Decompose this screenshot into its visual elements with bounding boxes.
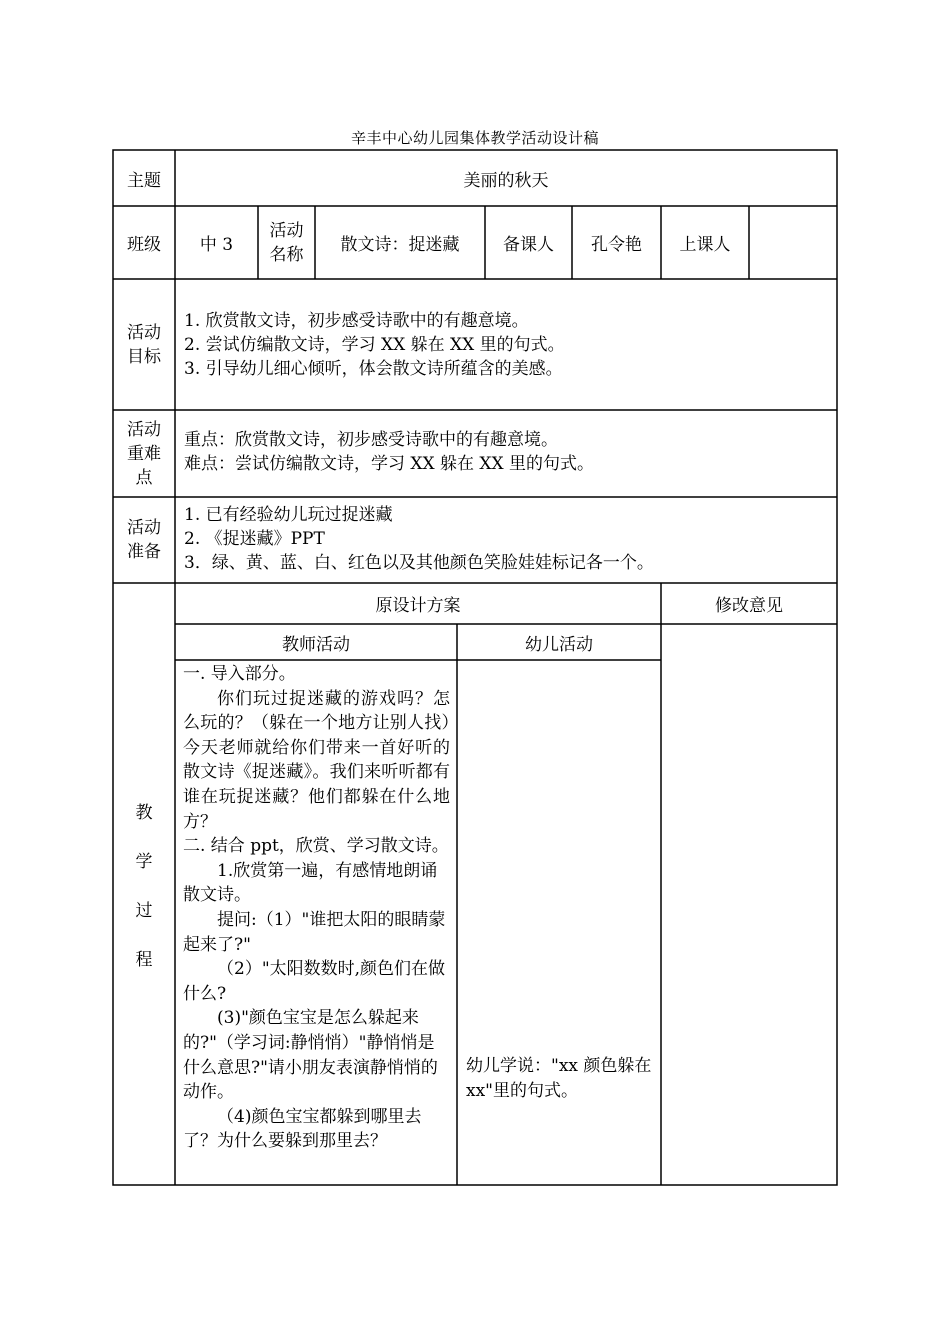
teacher-label: 上课人 [679,235,731,255]
preparer-label: 备课人 [503,235,554,255]
goal-item: 2. 尝试仿编散文诗，学习 XX 躲在 XX 里的句式。 [184,335,565,355]
activity-name-label: 活动 名称 [269,220,304,265]
teacher-activity-content [183,662,450,1182]
paragraph: 1.欣赏第一遍，有感情地朗诵散文诗。 [183,860,438,906]
preparation-item: 2. 《捉迷藏》PPT [184,529,325,549]
activity-name-value: 散文诗：捉迷藏 [340,235,460,255]
goals-label: 活动 目标 [127,322,161,367]
key-points-content [184,428,824,484]
revision-content [668,632,830,1172]
key-points-label: 活动 重难 点 [127,419,161,488]
preparation-item: 3．绿、黄、蓝、白、红色以及其他颜色笑脸娃娃标记各一个。 [184,553,654,573]
teacher-value [749,206,837,279]
preparer-value: 孔令艳 [591,235,642,255]
child-activity-content: 幼儿学说："xx 颜色躲在 xx"里的句式。 [466,1056,652,1101]
paragraph: (3)"颜色宝宝是怎么躲起来的?"（学习词:静悄悄）"静悄悄是什么意思?"请小朋友表演静悄悄的动作。 [183,1008,438,1103]
paragraph: （2）"太阳数数时,颜色们在做什么? [183,959,446,1004]
theme-label: 主题 [127,170,161,191]
process-label: 教 学 过 程 [135,803,153,970]
preparation-list [184,503,829,579]
original-plan-header: 原设计方案 [375,596,461,616]
preparation-item: 1. 已有经验幼儿玩过捉迷藏 [184,505,393,525]
paragraph: （4)颜色宝宝都躲到哪里去了？为什么要躲到那里去？ [183,1106,422,1152]
goals-list [184,309,824,389]
goal-item: 3. 引导幼儿细心倾听，体会散文诗所蕴含的美感。 [184,359,563,379]
class-label: 班级 [127,235,161,255]
document-title: 辛丰中心幼儿园集体教学活动设计稿 [350,129,599,147]
section-heading: 一. 导入部分。 [183,664,296,684]
class-value: 中 3 [199,235,234,255]
paragraph: 提问:（1）"谁把太阳的眼睛蒙起来了?" [183,909,446,955]
theme-value: 美丽的秋天 [463,170,549,191]
preparation-label: 活动 准备 [127,518,161,562]
difficult-point: 难点：尝试仿编散文诗，学习 XX 躲在 XX 里的句式。 [184,454,595,474]
teacher-activity-header: 教师活动 [282,634,350,655]
revision-header: 修改意见 [715,596,783,616]
goal-item: 1. 欣赏散文诗，初步感受诗歌中的有趣意境。 [184,311,529,331]
key-point: 重点：欣赏散文诗，初步感受诗歌中的有趣意境。 [184,430,558,450]
child-activity-header: 幼儿活动 [525,634,593,655]
paragraph: 你们玩过捉迷藏的游戏吗？怎么玩的？（躲在一个地方让别人找）今天老师就给你们带来一首好听的散文诗《捉迷藏》。我们来听听都有谁在玩捉迷藏？他们都躲在什么地方？ [183,688,450,832]
section-heading: 二. 结合 ppt，欣赏、学习散文诗。 [183,836,449,857]
